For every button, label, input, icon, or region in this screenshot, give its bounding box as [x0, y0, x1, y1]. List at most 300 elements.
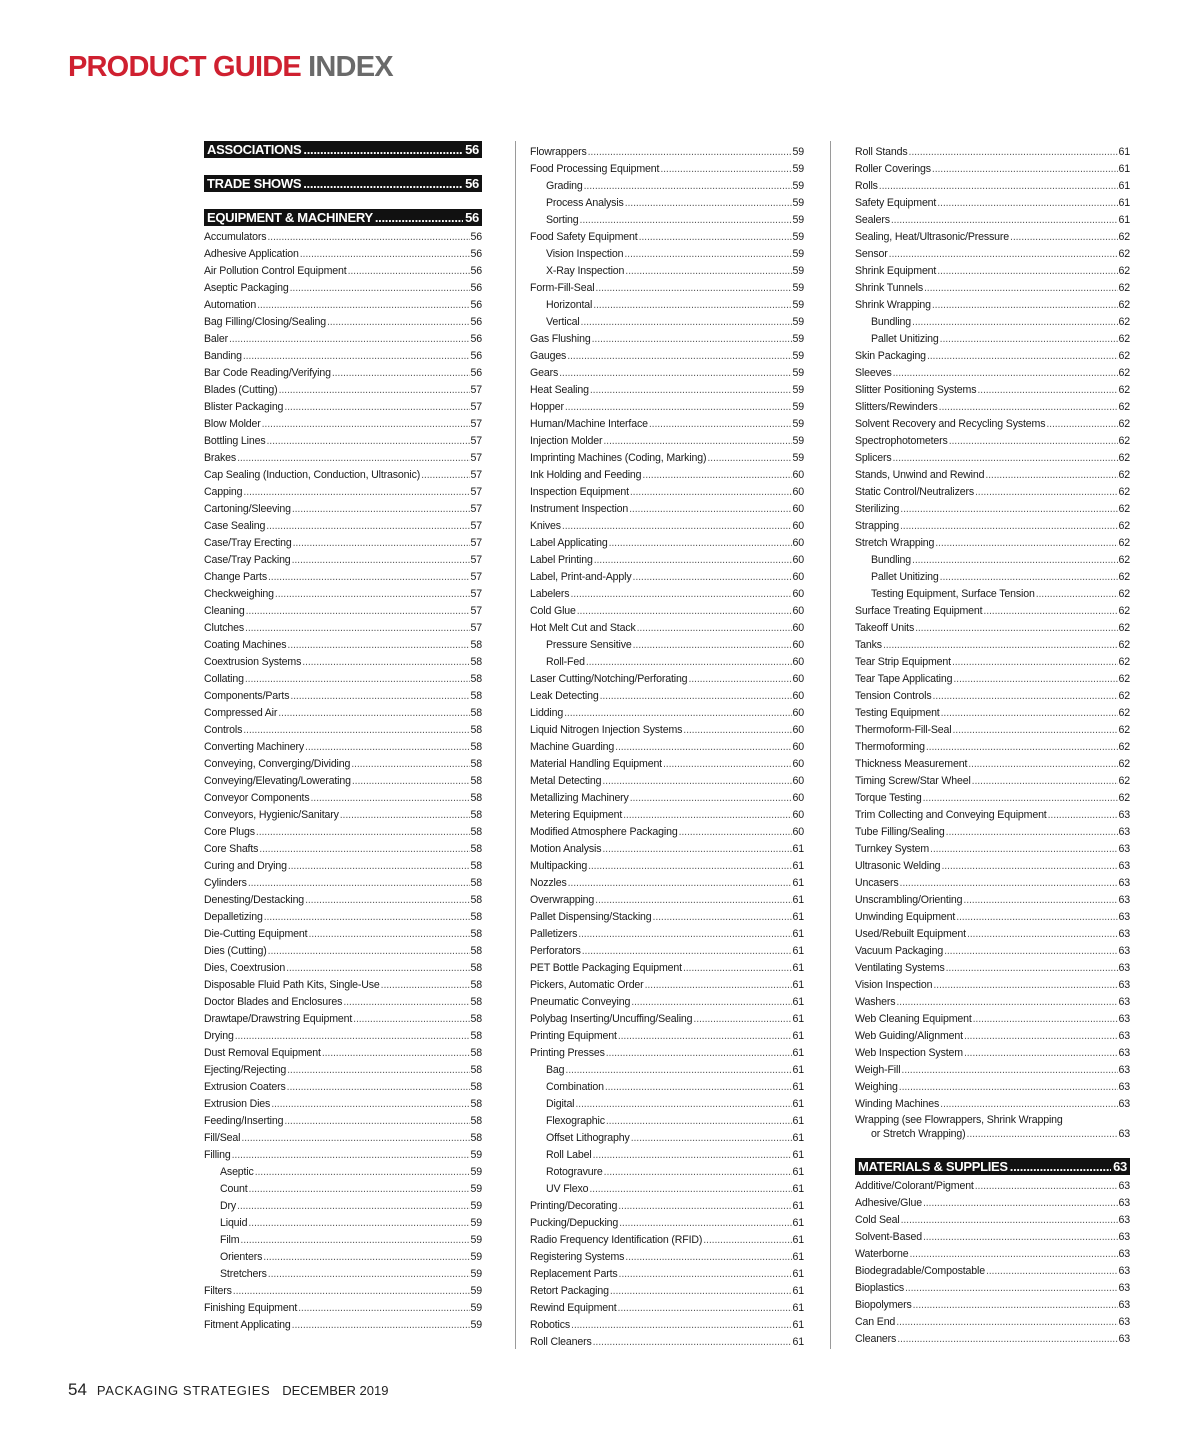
index-entry-page: 58 [470, 809, 482, 821]
index-entry [855, 1042, 1130, 1059]
index-entry [530, 668, 804, 685]
index-entry-label: Depalletizing [204, 911, 263, 923]
leader-dots [944, 945, 1117, 957]
index-entry-label: Spectrophotometers [855, 435, 948, 447]
index-entry-label: Cap Sealing (Induction, Conduction, Ultrasonic) [204, 469, 421, 481]
index-entry-page: 63 [1118, 826, 1130, 838]
index-entry-page: 58 [470, 962, 482, 974]
index-entry-page: 62 [1118, 554, 1130, 566]
leader-dots [255, 1166, 470, 1178]
leader-dots [248, 1217, 469, 1229]
leader-dots [288, 860, 470, 872]
title-product-guide: PRODUCT GUIDE [68, 51, 301, 83]
leader-dots [896, 1316, 1117, 1328]
index-entry-page: 58 [470, 843, 482, 855]
leader-dots [593, 1149, 792, 1161]
index-entry-page: 63 [1118, 809, 1130, 821]
index-entry [204, 430, 482, 447]
index-entry [530, 1263, 804, 1280]
index-entry-label: Core Plugs [204, 826, 255, 838]
index-entry [855, 855, 1130, 872]
index-entry-label: Uncasers [855, 877, 899, 889]
index-entry-label: Rolls [855, 180, 878, 192]
index-entry-label: Polybag Inserting/Uncuffing/Sealing [530, 1013, 693, 1025]
index-subentry [855, 566, 1130, 583]
index-entry-page: 59 [792, 282, 804, 294]
index-entry-label: Registering Systems [530, 1251, 625, 1263]
index-entry [204, 1025, 482, 1042]
leader-dots [570, 588, 791, 600]
index-entry [204, 515, 482, 532]
index-entry-page: 58 [470, 1047, 482, 1059]
leader-dots [633, 639, 792, 651]
index-entry-page: 57 [470, 469, 482, 481]
index-entry-page: 59 [792, 418, 804, 430]
index-entry-page: 60 [792, 826, 804, 838]
index-entry [530, 549, 804, 566]
index-entry-page: 59 [792, 401, 804, 413]
index-entry-label: Testing Equipment, Surface Tension [871, 588, 1035, 600]
index-entry-page: 58 [470, 996, 482, 1008]
index-entry-page: 63 [1118, 962, 1130, 974]
index-entry-page: 58 [470, 741, 482, 753]
index-entry-label: Grading [546, 180, 583, 192]
index-entry-label: Die-Cutting Equipment [204, 928, 308, 940]
index-entry [855, 1226, 1130, 1243]
index-entry [855, 923, 1130, 940]
leader-dots [279, 384, 470, 396]
leader-dots [292, 1319, 470, 1331]
index-entry-label: Motion Analysis [530, 843, 602, 855]
index-entry-label: Roll Cleaners [530, 1336, 592, 1348]
leader-dots [693, 1013, 791, 1025]
index-entry [204, 549, 482, 566]
leader-dots [909, 146, 1118, 158]
leader-dots [625, 197, 792, 209]
index-subentry [530, 634, 804, 651]
index-entry-label: Vertical [546, 316, 580, 328]
leader-dots [633, 571, 792, 583]
index-entry-page: 62 [1118, 775, 1130, 787]
index-entry-label: Food Safety Equipment [530, 231, 638, 243]
index-entry-page: 63 [1118, 843, 1130, 855]
index-subentry [855, 328, 1130, 345]
index-entry-label: Palletizers [530, 928, 578, 940]
index-entry-page: 63 [1118, 1214, 1130, 1226]
index-entry-page: 61 [792, 1285, 804, 1297]
index-entry-label: Rewind Equipment [530, 1302, 617, 1314]
section-heading [204, 209, 482, 226]
index-entry-page: 60 [792, 792, 804, 804]
index-entry-page: 58 [470, 724, 482, 736]
index-entry-page: 61 [792, 1234, 804, 1246]
leader-dots [421, 469, 469, 481]
index-entry [204, 787, 482, 804]
index-entry [855, 226, 1130, 243]
index-entry-label: Thermoforming [855, 741, 925, 753]
index-entry-label: Material Handling Equipment [530, 758, 662, 770]
leader-dots [952, 724, 1117, 736]
leader-dots [932, 163, 1118, 175]
index-entry-label: Finishing Equipment [204, 1302, 298, 1314]
index-entry-label: Tension Controls [855, 690, 932, 702]
leader-dots [249, 1183, 470, 1195]
index-entry [855, 1110, 1130, 1141]
leader-dots [577, 605, 792, 617]
leader-dots [637, 622, 792, 634]
index-entry-label: Cleaners [855, 1333, 897, 1345]
index-entry-label: Used/Rebuilt Equipment [855, 928, 966, 940]
leader-dots [237, 1200, 469, 1212]
index-entry-page: 56 [470, 248, 482, 260]
index-entry-page: 62 [1118, 503, 1130, 515]
index-entry-page: 56 [470, 265, 482, 277]
footer-issue: DECEMBER 2019 [282, 1383, 389, 1398]
index-entry-page: 61 [792, 1166, 804, 1178]
leader-dots [559, 367, 791, 379]
index-subentry [530, 209, 804, 226]
index-entry [530, 1280, 804, 1297]
index-entry [204, 1042, 482, 1059]
index-entry [855, 617, 1130, 634]
index-entry-label: Rotogravure [546, 1166, 603, 1178]
index-entry-page: 61 [792, 843, 804, 855]
index-entry-label: Curing and Drying [204, 860, 287, 872]
index-entry-page: 61 [792, 1268, 804, 1280]
index-entry [204, 328, 482, 345]
index-entry [530, 719, 804, 736]
index-entry [855, 532, 1130, 549]
index-entry-page: 60 [792, 537, 804, 549]
index-entry-page: 59 [792, 197, 804, 209]
index-entry-page: 60 [792, 656, 804, 668]
index-entry-label: Waterborne [855, 1248, 909, 1260]
index-entry-label: Winding Machines [855, 1098, 940, 1110]
index-entry [530, 158, 804, 175]
index-entry [530, 345, 804, 362]
index-entry-page: 58 [470, 1081, 482, 1093]
index-entry-label: Collating [204, 673, 244, 685]
index-entry-label: Shrink Equipment [855, 265, 937, 277]
index-entry [855, 464, 1130, 481]
index-entry [855, 1175, 1130, 1192]
index-entry [204, 277, 482, 294]
index-entry-label: Flowrappers [530, 146, 587, 158]
index-entry-label: Gauges [530, 350, 567, 362]
index-entry-label: Multipacking [530, 860, 588, 872]
leader-dots [941, 860, 1117, 872]
index-subentry [530, 1161, 804, 1178]
index-entry-label: Overwrapping [530, 894, 595, 906]
index-entry-page: 60 [792, 809, 804, 821]
index-entry [530, 804, 804, 821]
index-entry [855, 243, 1130, 260]
index-entry-page: 60 [792, 554, 804, 566]
index-entry [855, 413, 1130, 430]
index-entry-label: Inspection Equipment [530, 486, 629, 498]
leader-dots [595, 894, 791, 906]
index-entry-label: Pallet Unitizing [871, 333, 939, 345]
index-entry-page: 57 [470, 571, 482, 583]
index-entry-page: 57 [470, 452, 482, 464]
index-entry-page: 61 [792, 1336, 804, 1348]
index-entry [204, 396, 482, 413]
leader-dots [975, 1180, 1118, 1192]
index-entry [204, 1059, 482, 1076]
leader-dots [303, 176, 463, 191]
index-subentry [530, 1110, 804, 1127]
leader-dots [619, 1217, 791, 1229]
index-entry [855, 175, 1130, 192]
index-entry-label: Pressure Sensitive [546, 639, 632, 651]
title-index: INDEX [308, 51, 393, 83]
index-entry [204, 651, 482, 668]
index-entry-page: 57 [470, 520, 482, 532]
leader-dots [584, 180, 792, 192]
index-entry-page: 58 [470, 707, 482, 719]
index-entry-page: 62 [1118, 707, 1130, 719]
index-entry-page: 58 [470, 928, 482, 940]
index-entry [530, 498, 804, 515]
index-entry [530, 1025, 804, 1042]
index-entry-page: 56 [470, 282, 482, 294]
index-entry [530, 1008, 804, 1025]
leader-dots [1010, 1159, 1111, 1174]
leader-dots [351, 758, 469, 770]
leader-dots [642, 469, 791, 481]
index-entry-label: Dies (Cutting) [204, 945, 267, 957]
footer-page-number: 54 [68, 1380, 87, 1399]
leader-dots [933, 979, 1117, 991]
index-entry-page: 58 [470, 1132, 482, 1144]
leader-dots [912, 554, 1117, 566]
index-entry-label: Lidding [530, 707, 564, 719]
index-entry-page: 59 [470, 1183, 482, 1195]
leader-dots [653, 911, 792, 923]
leader-dots [964, 1030, 1118, 1042]
index-entry-page: 63 [1118, 1047, 1130, 1059]
index-entry-page: 61 [1118, 197, 1130, 209]
index-entry [530, 974, 804, 991]
index-entry-page: 56 [470, 350, 482, 362]
leader-dots [618, 1302, 792, 1314]
index-entry-page: 59 [470, 1200, 482, 1212]
index-entry-page: 59 [792, 146, 804, 158]
index-entry-page: 62 [1118, 401, 1130, 413]
leader-dots [245, 673, 470, 685]
leader-dots [953, 673, 1117, 685]
index-entry-page: 63 [1118, 894, 1130, 906]
index-entry-label: Dust Removal Equipment [204, 1047, 321, 1059]
leader-dots [305, 894, 469, 906]
index-entry-page: 59 [792, 214, 804, 226]
index-entry [855, 787, 1130, 804]
leader-dots [912, 316, 1117, 328]
index-entry-page: 61 [792, 877, 804, 889]
index-entry-page: 63 [1118, 996, 1130, 1008]
index-entry [204, 855, 482, 872]
index-entry-page: 57 [470, 622, 482, 634]
index-entry-label: Takeoff Units [855, 622, 915, 634]
leader-dots [264, 911, 470, 923]
index-entry-page: 63 [1118, 877, 1130, 889]
index-entry [204, 1314, 482, 1331]
index-entry [204, 498, 482, 515]
index-entry-page: 60 [792, 707, 804, 719]
index-subentry [530, 192, 804, 209]
index-entry [204, 804, 482, 821]
leader-dots [964, 1047, 1118, 1059]
index-entry-label: Horizontal [546, 299, 593, 311]
index-entry-page: 59 [470, 1234, 482, 1246]
leader-dots [893, 367, 1118, 379]
leader-dots [243, 350, 470, 362]
leader-dots [287, 1064, 469, 1076]
index-entry-label: Aseptic Packaging [204, 282, 289, 294]
index-entry [530, 1212, 804, 1229]
index-entry-label: Nozzles [530, 877, 567, 889]
section-heading-page: 56 [465, 176, 479, 191]
leader-dots [256, 826, 470, 838]
leader-dots [663, 758, 792, 770]
leader-dots [630, 792, 792, 804]
index-entry-label: Bundling [871, 316, 912, 328]
index-entry [204, 906, 482, 923]
index-entry [530, 277, 804, 294]
index-entry-page: 58 [470, 826, 482, 838]
index-entry-page: 57 [470, 384, 482, 396]
leader-dots [952, 656, 1118, 668]
index-entry-label-2: or Stretch Wrapping) [871, 1128, 966, 1140]
leader-dots [259, 843, 469, 855]
leader-dots [248, 877, 470, 889]
index-entry-page: 62 [1118, 265, 1130, 277]
section-heading [204, 141, 482, 158]
index-entry [855, 1277, 1130, 1294]
leader-dots [1010, 231, 1117, 243]
index-entry-page: 59 [470, 1268, 482, 1280]
index-entry-page: 59 [470, 1319, 482, 1331]
index-subentry [204, 1246, 482, 1263]
leader-dots [262, 418, 470, 430]
leader-dots [660, 163, 791, 175]
leader-dots [567, 350, 791, 362]
index-entry-label: Skin Packaging [855, 350, 926, 362]
leader-dots [593, 299, 791, 311]
leader-dots [243, 486, 469, 498]
section-spacer [204, 192, 482, 209]
index-entry-label: Blades (Cutting) [204, 384, 278, 396]
leader-dots [900, 503, 1117, 515]
index-entry [530, 855, 804, 872]
index-entry-label: Instrument Inspection [530, 503, 629, 515]
index-entry [855, 1093, 1130, 1110]
index-entry-label: Filling [204, 1149, 231, 1161]
index-entry [530, 515, 804, 532]
index-entry [530, 447, 804, 464]
index-entry-page: 59 [792, 180, 804, 192]
index-entry [855, 770, 1130, 787]
index-entry [855, 600, 1130, 617]
leader-dots [602, 843, 791, 855]
index-entry-label: Extrusion Coaters [204, 1081, 286, 1093]
index-entry [855, 957, 1130, 974]
index-entry [530, 481, 804, 498]
index-entry-label: Change Parts [204, 571, 267, 583]
index-entry-label: Web Guiding/Alignment [855, 1030, 963, 1042]
leader-dots [901, 1064, 1117, 1076]
index-entry-label: Fill/Seal [204, 1132, 241, 1144]
index-entry-label: Cold Glue [530, 605, 576, 617]
index-entry [855, 1008, 1130, 1025]
index-entry-label: Sealers [855, 214, 890, 226]
index-entry-page: 61 [792, 1200, 804, 1212]
index-entry-label: Timing Screw/Star Wheel [855, 775, 971, 787]
index-entry-page: 59 [792, 163, 804, 175]
leader-dots [332, 367, 470, 379]
index-entry [530, 464, 804, 481]
index-entry [530, 1314, 804, 1331]
index-entry-page: 62 [1118, 588, 1130, 600]
leader-dots [602, 775, 791, 787]
index-entry-label: Core Shafts [204, 843, 259, 855]
index-entry [204, 753, 482, 770]
leader-dots [303, 142, 463, 157]
index-entry-label: Imprinting Machines (Coding, Marking) [530, 452, 707, 464]
section-spacer [204, 158, 482, 175]
index-entry-label: Thickness Measurement [855, 758, 968, 770]
index-entry-page: 60 [792, 741, 804, 753]
index-entry-label: Sterilizing [855, 503, 900, 515]
index-entry [530, 532, 804, 549]
leader-dots [683, 724, 791, 736]
index-entry-page: 62 [1118, 282, 1130, 294]
index-entry [530, 1331, 804, 1348]
leader-dots [977, 384, 1117, 396]
leader-dots [899, 1081, 1118, 1093]
index-entry-page: 56 [470, 299, 482, 311]
index-entry-page: 57 [470, 435, 482, 447]
index-entry-label: Count [220, 1183, 248, 1195]
index-entry [530, 940, 804, 957]
index-entry [855, 634, 1130, 651]
index-entry-label: Drying [204, 1030, 234, 1042]
leader-dots [232, 1149, 470, 1161]
index-entry-page: 61 [792, 1149, 804, 1161]
index-entry-label: Label Applicating [530, 537, 608, 549]
index-entry-page: 59 [792, 333, 804, 345]
index-entry-label: Sealing, Heat/Ultrasonic/Pressure [855, 231, 1010, 243]
leader-dots [973, 1013, 1118, 1025]
index-entry-label: Dry [220, 1200, 237, 1212]
index-entry-label: Sorting [546, 214, 579, 226]
index-entry-page: 62 [1118, 486, 1130, 498]
index-entry [204, 1144, 482, 1161]
index-entry-page: 60 [792, 639, 804, 651]
index-entry [855, 974, 1130, 991]
index-entry-page: 61 [792, 945, 804, 957]
footer-magazine: PACKAGING STRATEGIES [96, 1383, 271, 1398]
index-entry [855, 821, 1130, 838]
leader-dots [937, 265, 1117, 277]
leader-dots [292, 503, 470, 515]
index-subentry [530, 294, 804, 311]
index-entry-page: 62 [1118, 435, 1130, 447]
index-entry [204, 379, 482, 396]
index-entry-page: 62 [1118, 673, 1130, 685]
index-entry [530, 396, 804, 413]
index-entry-label: Case/Tray Packing [204, 554, 291, 566]
